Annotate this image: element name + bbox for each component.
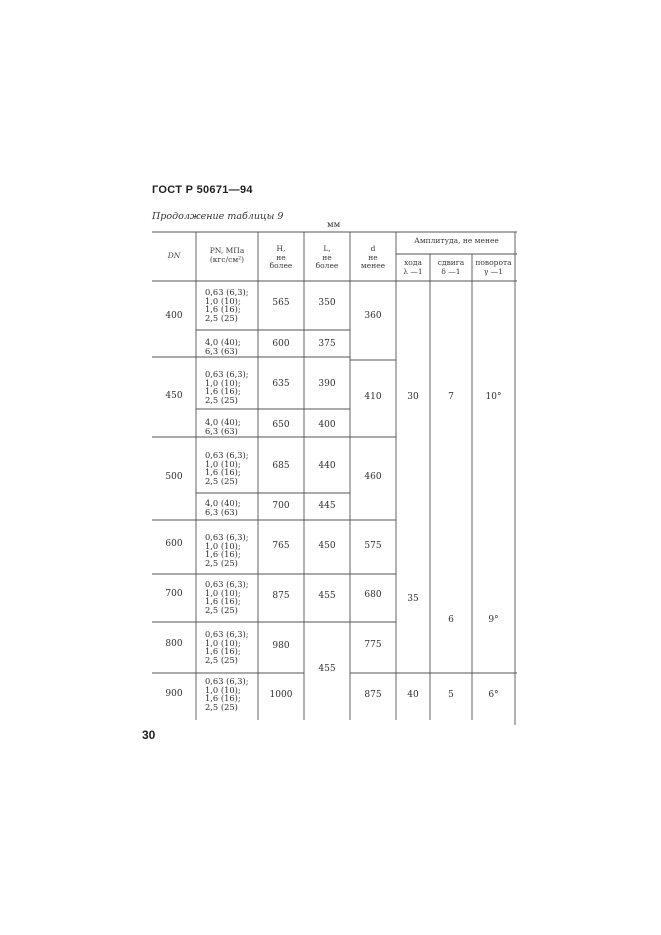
d-cell: 575: [364, 541, 382, 551]
dn-cell: 900: [165, 689, 183, 699]
pn-cell: 4,0 (40); 6,3 (63): [205, 498, 241, 517]
l-cell: 375: [318, 339, 336, 349]
d-cell: 410: [364, 392, 382, 402]
h-cell: 1000: [269, 690, 293, 700]
pn-cell: 4,0 (40); 6,3 (63): [205, 417, 241, 436]
h-cell: 765: [272, 541, 290, 551]
l-cell: 350: [318, 298, 336, 308]
l-cell: 440: [318, 461, 336, 471]
l-cell: 400: [318, 420, 336, 430]
shift-cell: 5: [448, 690, 454, 700]
shift-cell: 6: [448, 615, 454, 625]
d-cell: 875: [364, 690, 382, 700]
pn-cell: 4,0 (40); 6,3 (63): [205, 337, 241, 356]
h-cell: 650: [272, 420, 290, 430]
header-d: d не менее: [360, 244, 386, 270]
h-cell: 700: [272, 501, 290, 511]
standard-number: ГОСТ Р 50671—94: [152, 184, 253, 196]
pn-cell: 0,63 (6,3); 1,0 (10); 1,6 (16); 2,5 (25): [205, 579, 249, 615]
unit-label: мм: [327, 220, 341, 230]
header-shift: сдвига δ —1: [437, 258, 465, 276]
stroke-cell: 40: [407, 690, 419, 700]
d-cell: 680: [364, 590, 382, 600]
h-cell: 635: [272, 379, 290, 389]
pn-cell: 0,63 (6,3); 1,0 (10); 1,6 (16); 2,5 (25): [205, 287, 249, 323]
h-cell: 600: [272, 339, 290, 349]
header-stroke: хода λ —1: [403, 258, 423, 276]
h-cell: 980: [272, 641, 290, 651]
header-pn: PN, МПа (кгс/см²): [209, 246, 245, 264]
rotation-cell: 9°: [488, 615, 499, 625]
pn-cell: 0,63 (6,3); 1,0 (10); 1,6 (16); 2,5 (25): [205, 450, 249, 486]
dn-cell: 800: [165, 639, 183, 649]
shift-cell: 7: [448, 392, 454, 402]
h-cell: 565: [272, 298, 290, 308]
pn-cell: 0,63 (6,3); 1,0 (10); 1,6 (16); 2,5 (25): [205, 629, 249, 665]
rotation-cell: 10°: [485, 392, 502, 402]
header-dn: DN: [167, 251, 181, 260]
header-amplitude: Амплитуда, не менее: [414, 236, 499, 245]
pn-cell: 0,63 (6,3); 1,0 (10); 1,6 (16); 2,5 (25): [205, 676, 249, 712]
d-cell: 360: [364, 311, 382, 321]
stroke-cell: 30: [407, 392, 419, 402]
l-cell: 455: [318, 664, 336, 674]
h-cell: 875: [272, 591, 290, 601]
d-cell: 775: [364, 640, 382, 650]
stroke-cell: 35: [407, 594, 419, 604]
l-cell: 450: [318, 541, 336, 551]
header-h: H, не более: [269, 244, 293, 270]
dn-cell: 500: [165, 472, 183, 482]
dn-cell: 400: [165, 311, 183, 321]
rotation-cell: 6°: [488, 690, 499, 700]
l-cell: 445: [318, 501, 336, 511]
pn-cell: 0,63 (6,3); 1,0 (10); 1,6 (16); 2,5 (25): [205, 369, 249, 405]
header-rotation: поворота γ —1: [475, 258, 512, 276]
dn-cell: 600: [165, 539, 183, 549]
dn-cell: 700: [165, 589, 183, 599]
d-cell: 460: [364, 472, 382, 482]
header-l: L, не более: [315, 244, 339, 270]
h-cell: 685: [272, 461, 290, 471]
table-caption: Продолжение таблицы 9: [152, 211, 284, 222]
pn-cell: 0,63 (6,3); 1,0 (10); 1,6 (16); 2,5 (25): [205, 532, 249, 568]
page-number: 30: [142, 728, 156, 742]
dn-cell: 450: [165, 391, 183, 401]
l-cell: 455: [318, 591, 336, 601]
l-cell: 390: [318, 379, 336, 389]
